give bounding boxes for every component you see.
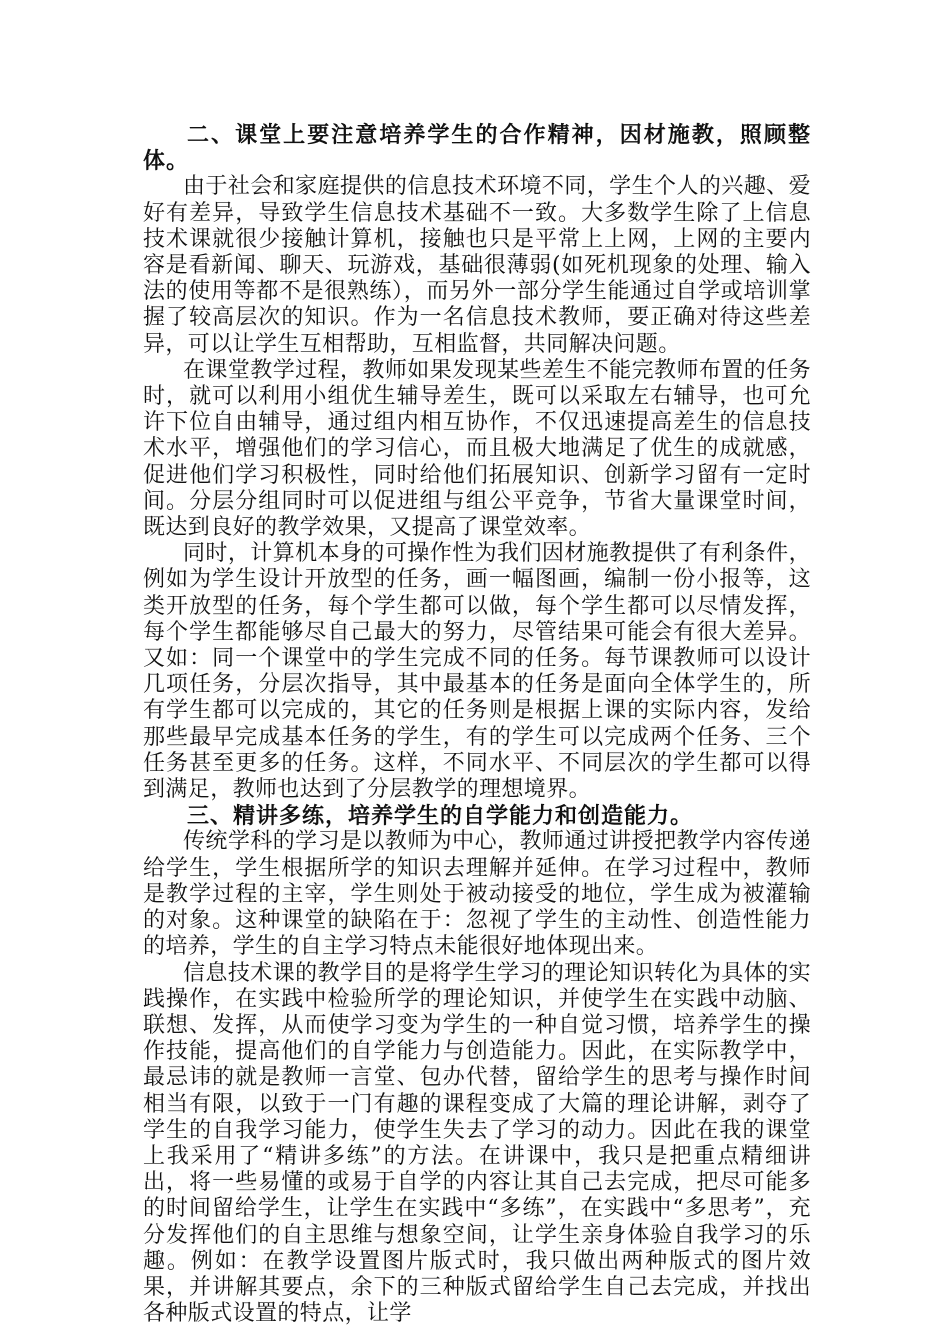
paragraph: 信息技术课的教学目的是将学生学习的理论知识转化为具体的实践操作，在实践中检验所学的理论知识，并使学生在实践中动脑、联想、发挥，从而使学习变为学生的一种自觉习惯，培养学生的操作技能，提高他们的自学能力与创造能力。因此，在实际教学中，最忌讳的就是教师一言堂、包办代替，留给学生的思考与操作时间相当有限，以致于一门有趣的课程变成了大篇的理论讲解，剥夺了学生的自我学习能力，使学生失去了学习的动力。因此在我的课堂上我采用了“精讲多练”的方法。在讲课中，我只是把重点精细讲出，将一些易懂的或易于自学的内容让其自己去完成，把尽可能多的时间留给学生，让学生在实践中“多练”，在实践中“多思考”，充分发挥他们的自主思维与想象空间，让学生亲身体验自我学习的乐趣。例如：在教学设置图片版式时，我只做出两种版式的图片效果，并讲解其要点，余下的三种版式留给学生自己去完成，并找出各种版式设置的特点，让学 — [143, 960, 811, 1327]
document-body — [143, 122, 811, 1327]
paragraph: 传统学科的学习是以教师为中心，教师通过讲授把教学内容传递给学生，学生根据所学的知识去理解并延伸。在学习过程中，教师是教学过程的主宰，学生则处于被动接受的地位，学生成为被灌输的对象。这种课堂的缺陷在于：忽视了学生的主动性、创造性能力的培养，学生的自主学习特点未能很好地体现出来。 — [143, 829, 811, 960]
section-heading: 三、精讲多练，培养学生的自学能力和创造能力。 — [187, 803, 694, 830]
paragraph: 同时，计算机本身的可操作性为我们因材施教提供了有利条件，例如为学生设计开放型的任务，画一幅图画，编制一份小报等，这类开放型的任务，每个学生都可以做，每个学生都可以尽情发挥，每个学生都能够尽自己最大的努力，尽管结果可能会有很大差异。又如：同一个课堂中的学生完成不同的任务。每节课教师可以设计几项任务，分层次指导，其中最基本的任务是面向全体学生的，所有学生都可以完成的，其它的任务则是根据上课的实际内容，发给那些最早完成基本任务的学生，有的学生可以完成两个任务、三个任务甚至更多的任务。这样，不同水平、不同层次的学生都可以得到满足，教师也达到了分层教学的理想境界。 — [143, 541, 811, 803]
paragraph: 由于社会和家庭提供的信息技术环境不同，学生个人的兴趣、爱好有差异，导致学生信息技术基础不一致。大多数学生除了上信息技术课就很少接触计算机，接触也只是平常上上网，上网的主要内容是看新闻、聊天、玩游戏，基础很薄弱(如死机现象的处理、输入法的使用等都不是很熟练），而另外一部分学生能通过自学或培训掌握了较高层次的知识。作为一名信息技术教师，要正确对待这些差异，可以让学生互相帮助，互相监督，共同解决问题。 — [143, 174, 811, 357]
paragraph: 在课堂教学过程，教师如果发现某些差生不能完教师布置的任务时，就可以利用小组优生辅导差生，既可以采取左右辅导，也可允许下位自由辅导，通过组内相互协作，不仅迅速提高差生的信息技术水平，增强他们的学习信心，而且极大地满足了优生的成就感，促进他们学习积极性，同时给他们拓展知识、创新学习留有一定时间。分层分组同时可以促进组与组公平竞争，节省大量课堂时间，既达到良好的教学效果，又提高了课堂效率。 — [143, 357, 811, 541]
section-heading: 二、课堂上要注意培养学生的合作精神，因材施教，照顾整体。 — [143, 122, 811, 175]
